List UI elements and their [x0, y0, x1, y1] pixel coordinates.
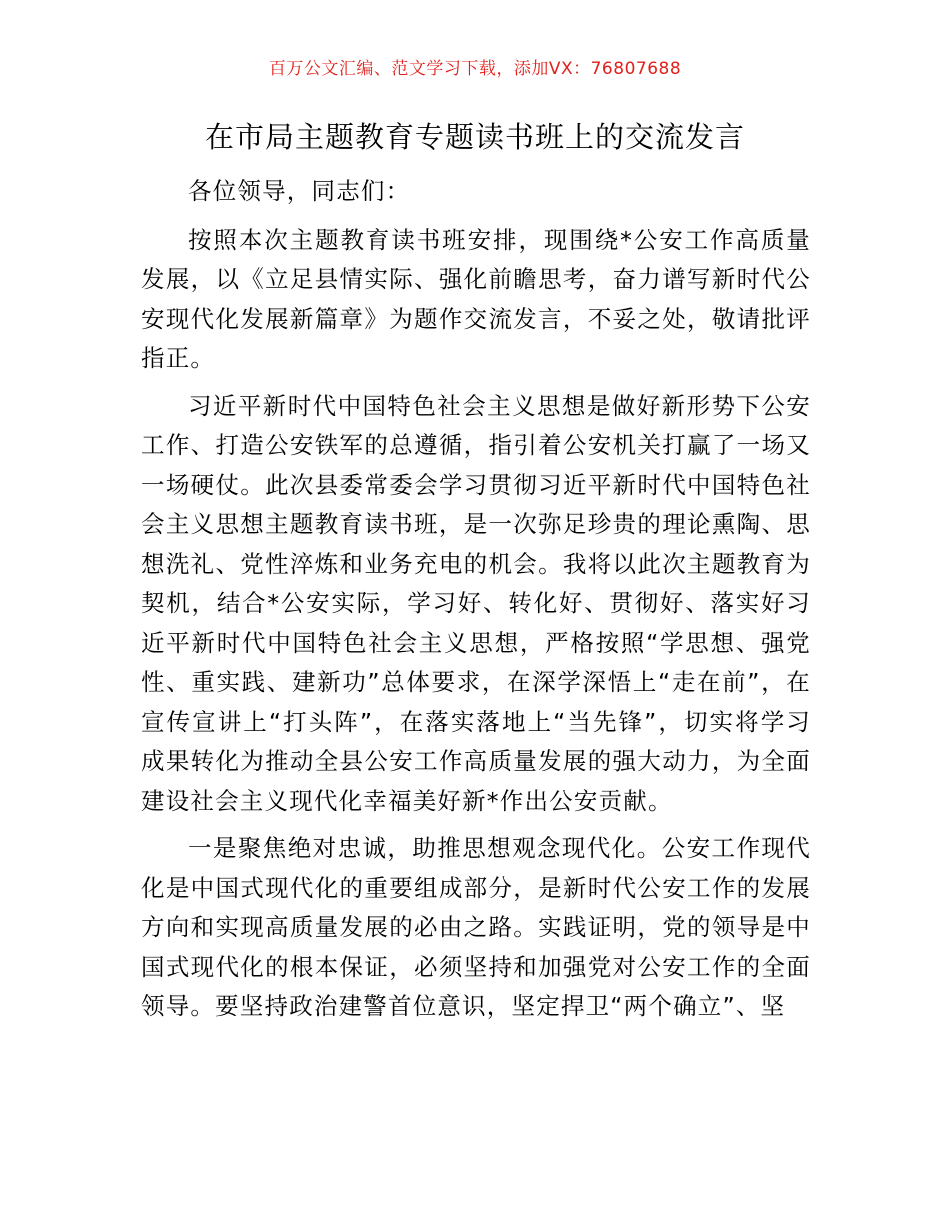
document-body [141, 172, 811, 1035]
paragraph-intro: 按照本次主题教育读书班安排，现围绕*公安工作高质量发展，以《立足县情实际、强化前瞻思考，奋力谱写新时代公安现代化发展新篇章》为题作交流发言，不妥之处，敬请批评指正。 [141, 225, 811, 372]
document-title: 在市局主题教育专题读书班上的交流发言 [204, 120, 745, 154]
salutation: 各位领导，同志们： [188, 177, 411, 205]
paragraph-point-one: 一是聚焦绝对忠诚，助推思想观念现代化。公安工作现代化是中国式现代化的重要组成部分，是新时代公安工作的发展方向和实现高质量发展的必由之路。实践证明，党的领导是中国式现代化的根本保证，必须坚持和加强党对公安工作的全面领导。要坚持政治建警首位意识，坚定捍卫“两个确立”、坚 [141, 834, 811, 1020]
paragraph-thought: 习近平新时代中国特色社会主义思想是做好新形势下公安工作、打造公安铁军的总遵循，指引着公安机关打赢了一场又一场硬仗。此次县委常委会学习贯彻习近平新时代中国特色社会主义思想主题教育读书班，是一次弥足珍贵的理论熏陶、思想洗礼、党性淬炼和业务充电的机会。我将以此次主题教育为契机，结合*公安实际，学习好、转化好、贯彻好、落实好习近平新时代中国特色社会主义思想，严格按照“学思想、强党性、重实践、建新功”总体要求，在深学深悟上“走在前”，在宣传宣讲上“打头阵”，在落实落地上“当先锋”，切实将学习成果转化为推动全县公安工作高质量发展的强大动力，为全面建设社会主义现代化幸福美好新*作出公安贡献。 [141, 391, 811, 815]
watermark-header: 百万公文汇编、范文学习下载，添加VX：76807688 [268, 59, 682, 79]
